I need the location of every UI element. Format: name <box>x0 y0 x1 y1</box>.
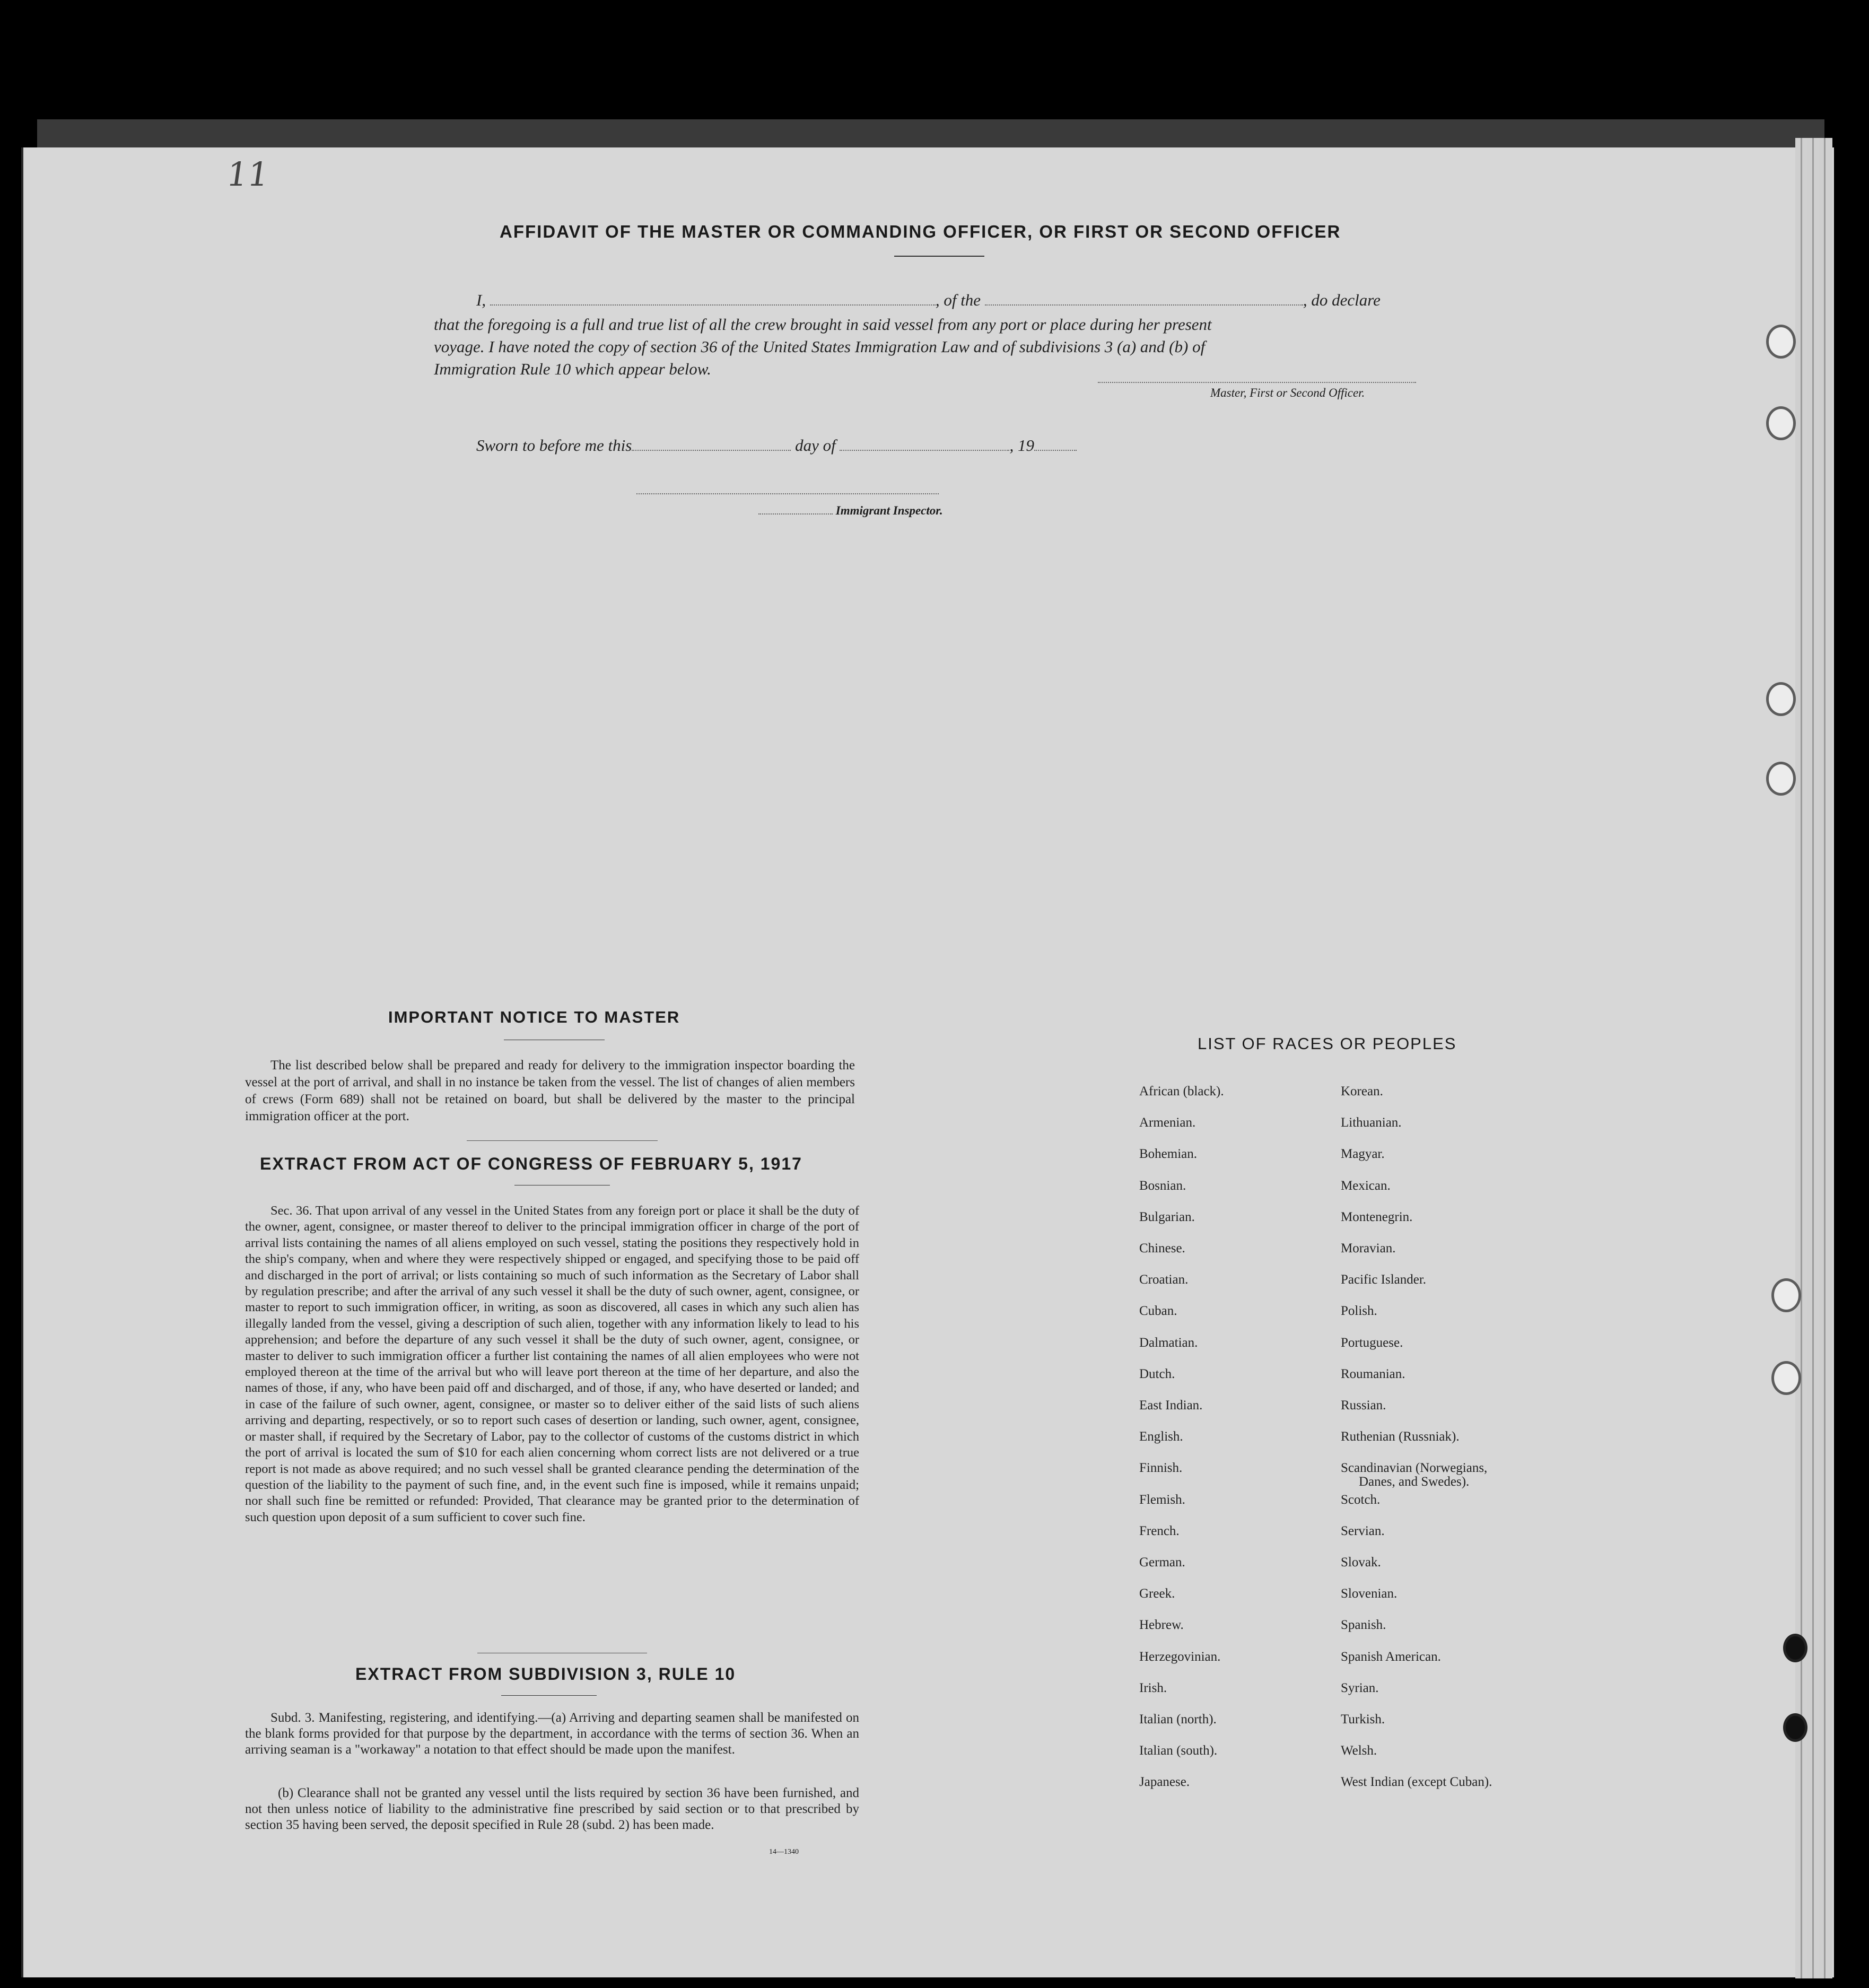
binder-ring-icon <box>1766 406 1796 440</box>
races-heading: LIST OF RACES OR PEOPLES <box>1198 1034 1457 1053</box>
race-item: English. <box>1139 1429 1183 1444</box>
notice-divider <box>467 1140 658 1141</box>
rule-text-a: Subd. 3. Manifesting, registering, and identifying.—(a) Arriving and departing seamen shall be manifested on the blank forms provided for that purpose by the department, in accordance with the terms of section 36. When an arriving seaman is a "workaway" a notation to that effect should be made upon the manifest. <box>245 1711 859 1757</box>
affidavit-heading: AFFIDAVIT OF THE MASTER OR COMMANDING OFFICER, OR FIRST OR SECOND OFFICER <box>500 222 1341 241</box>
race-item-continuation: Danes, and Swedes). <box>1359 1475 1470 1489</box>
sworn-month-blank[interactable] <box>840 437 1009 451</box>
binder-hole-icon <box>1783 1713 1807 1742</box>
affidavit-line-1: I, , of the , do declare <box>476 291 1381 309</box>
race-item: Irish. <box>1139 1680 1167 1695</box>
race-item: Dutch. <box>1139 1366 1175 1381</box>
binder-ring-icon <box>1766 325 1796 359</box>
race-item: Korean. <box>1341 1084 1383 1098</box>
binder-ring-icon <box>1771 1278 1801 1312</box>
binder-edge <box>1795 138 1832 1978</box>
race-item: Scotch. <box>1341 1492 1381 1507</box>
race-item: Scandinavian (Norwegians, <box>1341 1461 1488 1476</box>
race-item: Italian (north). <box>1139 1712 1217 1727</box>
race-item: Slovenian. <box>1341 1586 1398 1601</box>
race-item: Magyar. <box>1341 1147 1385 1162</box>
rule-heading: EXTRACT FROM SUBDIVISION 3, RULE 10 <box>355 1664 736 1684</box>
race-item: Spanish American. <box>1341 1649 1441 1664</box>
race-item: Armenian. <box>1139 1115 1196 1130</box>
race-item: Servian. <box>1341 1523 1385 1538</box>
race-item: Ruthenian (Russniak). <box>1341 1429 1460 1444</box>
race-item: Hebrew. <box>1139 1618 1184 1633</box>
affidavit-line-3: voyage. I have noted the copy of section 36 of the United States Immigration Law and of subdivisions 3 (a) and (b) of <box>434 337 1206 356</box>
race-item: Turkish. <box>1341 1712 1385 1727</box>
act-heading: EXTRACT FROM ACT OF CONGRESS OF FEBRUARY 5, 1917 <box>260 1154 802 1173</box>
race-item: Bosnian. <box>1139 1178 1186 1193</box>
race-item: Welsh. <box>1341 1743 1377 1758</box>
race-item: Pacific Islander. <box>1341 1272 1427 1287</box>
race-item: Greek. <box>1139 1586 1175 1601</box>
act-text: Sec. 36. That upon arrival of any vessel in the United States from any foreign port or place it shall be the duty of the owner, agent, consignee, or master thereof to deliver to the principal immigration officer in charge of the port of arrival lists containing the names of all aliens employed on such vessel, stating the positions they respectively hold in the ship's company, when and where they were respectively shipped or engaged, and specifying those to be paid off and discharged in the port of arrival; or lists containing so much of such information as the Secretary of Labor shall by regulation prescribe; and after the arrival of any such vessel it shall be the duty of such owner, agent, consignee, or master to report to such immigration officer, in writing, as soon as discovered, all cases in which any such alien has illegally landed from the vessel, giving a description of such alien, together with any information likely to lead to his apprehension; and before the departure of any such vessel it shall be the duty of such owner, agent, consignee, or master to deliver to such immigration officer a further list containing the names of all alien employees who were not employed thereon at the time of the arrival but who will leave port thereon at the time of her departure, and also the names of those, if any, who have been paid off and discharged, and of those, if any, who have deserted or landed; and in case of the failure of such owner, agent, consignee, or master so to deliver either of the said lists of such aliens arriving and departing, respectively, or so to report such cases of desertion or landing, such owner, agent, consignee, or master shall, if required by the Secretary of Labor, pay to the collector of customs of the customs district in which the port of arrival is located the sum of $10 for each alien concerning whom correct lists are not delivered or a true report is not made as above required; and no such vessel shall be granted clearance pending the determination of the question of the liability to the payment of such fine, and, in the event such fine is imposed, while it remains unpaid; nor shall such fine be remitted or refunded: Provided, That clearance may be granted prior to the determination of such question upon deposit of a sum sufficient to cover such fine. <box>245 1204 859 1524</box>
race-item: Lithuanian. <box>1341 1115 1402 1130</box>
name-blank[interactable] <box>490 292 936 306</box>
rule-text-b: (b) Clearance shall not be granted any vessel until the lists required by section 36 have been furnished, and not then unless notice of liability to the administrative fine prescribed by said section or to that prescribed by section 35 having been served, the deposit specified in Rule 28 (subd. 2) has been made. <box>245 1786 859 1832</box>
binder-ring-icon <box>1766 682 1796 716</box>
race-item: West Indian (except Cuban). <box>1341 1775 1492 1790</box>
race-item: East Indian. <box>1139 1398 1203 1412</box>
inspector-label: Immigrant Inspector. <box>758 504 943 518</box>
master-signature-line[interactable] <box>1098 382 1416 383</box>
race-item: Dalmatian. <box>1139 1335 1198 1350</box>
race-item: Moravian. <box>1341 1241 1396 1255</box>
form-number: 14—1340 <box>769 1848 799 1856</box>
race-item: Chinese. <box>1139 1241 1185 1255</box>
race-item: Italian (south). <box>1139 1743 1218 1758</box>
affidavit-heading-rule <box>894 256 984 257</box>
race-item: Japanese. <box>1139 1775 1190 1790</box>
binder-ring-icon <box>1771 1361 1801 1395</box>
race-item: Mexican. <box>1341 1178 1391 1193</box>
race-item: Spanish. <box>1341 1618 1386 1633</box>
race-item: Syrian. <box>1341 1680 1379 1695</box>
handwritten-mark: 11 <box>224 155 272 194</box>
master-signature-label: Master, First or Second Officer. <box>1210 386 1365 399</box>
binder-ring-icon <box>1766 762 1796 796</box>
race-item: Polish. <box>1341 1304 1377 1319</box>
rule-heading-rule <box>501 1695 597 1696</box>
race-item: Portuguese. <box>1341 1335 1403 1350</box>
race-item: French. <box>1139 1523 1180 1538</box>
race-item: Croatian. <box>1139 1272 1189 1287</box>
binder-hole-icon <box>1783 1634 1807 1662</box>
affidavit-line-4: Immigration Rule 10 which appear below. <box>434 360 711 378</box>
race-item: Herzegovinian. <box>1139 1649 1221 1664</box>
race-item: German. <box>1139 1555 1185 1570</box>
sworn-day-blank[interactable] <box>632 437 791 451</box>
vessel-blank[interactable] <box>985 292 1303 306</box>
race-item: Finnish. <box>1139 1461 1183 1476</box>
race-item: Bohemian. <box>1139 1147 1198 1162</box>
race-item: African (black). <box>1139 1084 1224 1098</box>
affidavit-line-2: that the foregoing is a full and true list of all the crew brought in said vessel from any port or place during her present <box>434 315 1212 334</box>
race-item: Cuban. <box>1139 1304 1177 1319</box>
race-item: Russian. <box>1341 1398 1386 1412</box>
race-item: Bulgarian. <box>1139 1209 1195 1224</box>
race-item: Slovak. <box>1341 1555 1381 1570</box>
sworn-line: Sworn to before me this day of , 19 <box>476 436 1077 455</box>
notice-text: The list described below shall be prepared and ready for delivery to the immigration inspector boarding the vessel at the port of arrival, and shall in no instance be taken from the vessel. The list of changes of alien members of crews (Form 689) shall not be retained on board, but shall be delivered by the master to the principal immigration officer at the port. <box>245 1058 855 1123</box>
notice-heading: IMPORTANT NOTICE TO MASTER <box>388 1008 680 1026</box>
race-item: Montenegrin. <box>1341 1209 1413 1224</box>
sworn-year-blank[interactable] <box>1034 437 1077 451</box>
inspector-signature-line[interactable] <box>636 493 939 494</box>
race-item: Roumanian. <box>1341 1366 1405 1381</box>
race-item: Flemish. <box>1139 1492 1185 1507</box>
